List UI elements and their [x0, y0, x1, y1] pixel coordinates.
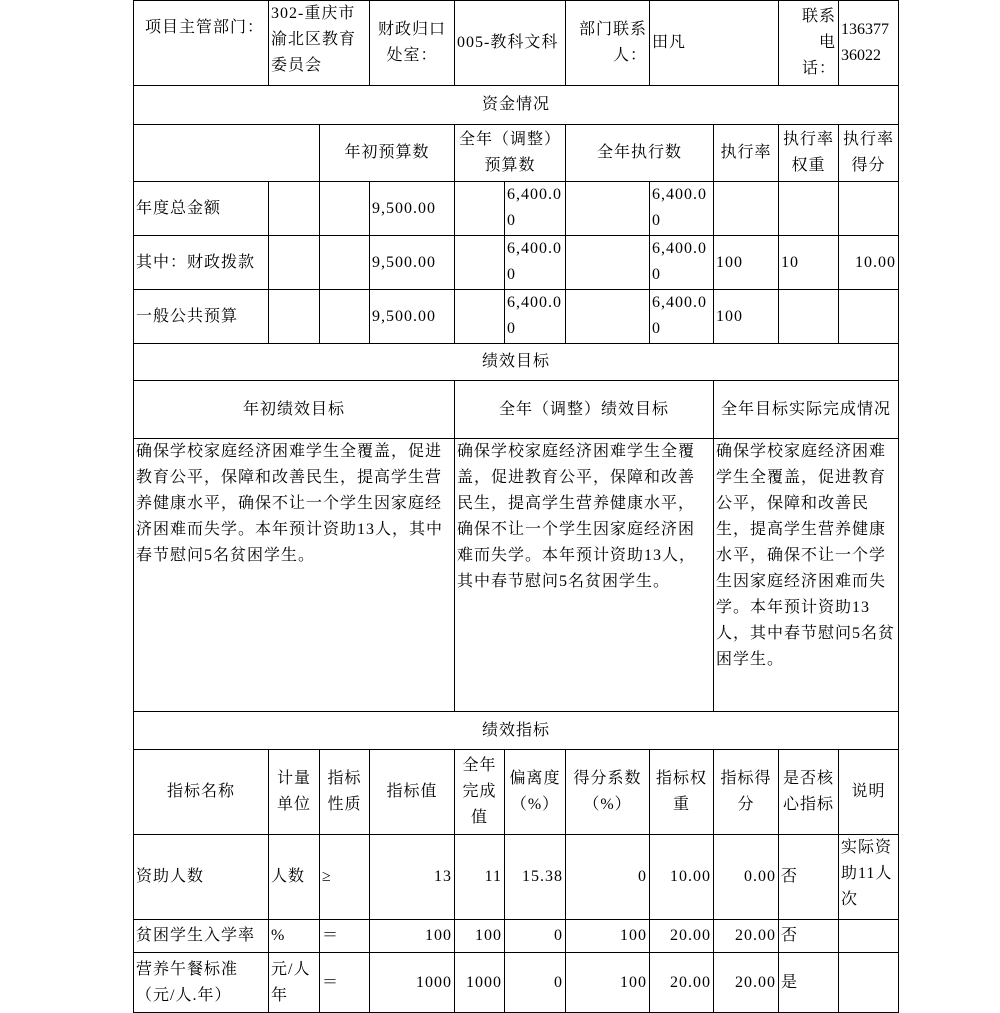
indicators-title: 绩效指标	[134, 712, 899, 750]
indicator-header: 指标值	[370, 750, 455, 835]
indicator-cell: 否	[779, 920, 839, 953]
indicator-cell: 否	[779, 835, 839, 920]
indicator-header: 计量单位	[269, 750, 320, 835]
funding-cell-blank	[566, 182, 650, 236]
indicator-cell: 贫困学生入学率	[134, 920, 269, 953]
indicator-cell: 15.38	[505, 835, 566, 920]
funding-adjusted: 6,400.00	[505, 182, 566, 236]
funding-score	[839, 290, 899, 344]
indicator-header: 指标得分	[714, 750, 779, 835]
funding-cell-blank	[566, 236, 650, 290]
indicator-cell: 资助人数	[134, 835, 269, 920]
indicator-cell: ＝	[320, 953, 370, 1013]
goal-actual: 确保学校家庭经济困难学生全覆盖，促进教育公平，保障和改善民生，提高学生营养健康水平，确保不让一个学生因家庭经济困难而失学。本年预计资助13人，其中春节慰问5名贫困学生。	[714, 439, 899, 712]
indicator-header: 是否核心指标	[779, 750, 839, 835]
indicator-header: 得分系数（%）	[566, 750, 650, 835]
funding-cell-blank	[455, 236, 505, 290]
funding-header: 年初预算数	[320, 125, 455, 182]
indicator-cell: 1000	[455, 953, 505, 1013]
indicator-cell: 实际资助11人次	[839, 835, 899, 920]
performance-table	[133, 0, 899, 1013]
indicator-cell: 20.00	[650, 953, 714, 1013]
phone-label: 联系电话：	[779, 1, 839, 86]
funding-executed: 6,400.00	[650, 290, 714, 344]
indicator-header: 说明	[839, 750, 899, 835]
funding-cell-blank	[269, 236, 320, 290]
funding-executed: 6,400.00	[650, 236, 714, 290]
funding-initial: 9,500.00	[370, 182, 455, 236]
funding-header: 全年（调整）预算数	[455, 125, 566, 182]
goals-header: 全年（调整）绩效目标	[455, 381, 714, 439]
indicator-cell: 营养午餐标准（元/人.年）	[134, 953, 269, 1013]
indicator-cell: 0	[566, 835, 650, 920]
funding-cell-blank	[320, 236, 370, 290]
funding-adjusted: 6,400.00	[505, 290, 566, 344]
funding-adjusted: 6,400.00	[505, 236, 566, 290]
indicator-cell: 20.00	[650, 920, 714, 953]
funding-cell-blank	[320, 290, 370, 344]
indicator-cell	[839, 920, 899, 953]
finance-value: 005-教科文科	[455, 1, 566, 86]
indicator-header: 指标性质	[320, 750, 370, 835]
phone-value: 13637736022	[839, 1, 899, 86]
indicator-cell: 人数	[269, 835, 320, 920]
funding-title: 资金情况	[134, 86, 899, 125]
goal-adjusted: 确保学校家庭经济困难学生全覆盖，促进教育公平，保障和改善民生，提高学生营养健康水平，确保不让一个学生因家庭经济困难而失学。本年预计资助13人，其中春节慰问5名贫困学生。	[455, 439, 714, 712]
funding-cell-blank	[320, 182, 370, 236]
funding-rate: 100	[714, 236, 779, 290]
funding-cell-blank	[566, 290, 650, 344]
funding-score	[839, 182, 899, 236]
indicator-header: 指标名称	[134, 750, 269, 835]
indicator-cell: 100	[370, 920, 455, 953]
funding-weight	[779, 290, 839, 344]
funding-score: 10.00	[839, 236, 899, 290]
funding-cell-blank	[455, 182, 505, 236]
indicator-cell: 100	[566, 920, 650, 953]
indicator-header: 指标权重	[650, 750, 714, 835]
indicator-cell: 1000	[370, 953, 455, 1013]
indicator-cell: ＝	[320, 920, 370, 953]
indicator-cell: 0	[505, 920, 566, 953]
funding-executed: 6,400.00	[650, 182, 714, 236]
goals-header: 年初绩效目标	[134, 381, 455, 439]
indicator-cell: 100	[455, 920, 505, 953]
indicator-cell	[839, 953, 899, 1013]
indicator-cell: 是	[779, 953, 839, 1013]
funding-header: 执行率得分	[839, 125, 899, 182]
funding-weight: 10	[779, 236, 839, 290]
indicator-cell: 0	[505, 953, 566, 1013]
funding-cell-blank	[455, 290, 505, 344]
funding-row-label: 其中：财政拨款	[134, 236, 269, 290]
indicator-cell: 20.00	[714, 953, 779, 1013]
indicator-cell: 11	[455, 835, 505, 920]
dept-value: 302-重庆市渝北区教育委员会	[269, 1, 370, 86]
finance-label: 财政归口处室：	[370, 1, 455, 86]
funding-rate	[714, 182, 779, 236]
funding-initial: 9,500.00	[370, 290, 455, 344]
contact-value: 田凡	[650, 1, 779, 86]
funding-header-blank	[134, 125, 320, 182]
indicator-header: 偏离度（%）	[505, 750, 566, 835]
indicator-header: 全年完成值	[455, 750, 505, 835]
goal-initial: 确保学校家庭经济困难学生全覆盖，促进教育公平，保障和改善民生，提高学生营养健康水平，确保不让一个学生因家庭经济困难而失学。本年预计资助13人，其中春节慰问5名贫困学生。	[134, 439, 455, 712]
funding-rate: 100	[714, 290, 779, 344]
goals-header: 全年目标实际完成情况	[714, 381, 899, 439]
indicator-cell: 100	[566, 953, 650, 1013]
funding-weight	[779, 182, 839, 236]
funding-cell-blank	[269, 182, 320, 236]
funding-header: 执行率权重	[779, 125, 839, 182]
funding-cell-blank	[269, 290, 320, 344]
goals-title: 绩效目标	[134, 344, 899, 381]
contact-label: 部门联系人：	[566, 1, 650, 86]
indicator-cell: %	[269, 920, 320, 953]
funding-row-label: 一般公共预算	[134, 290, 269, 344]
funding-initial: 9,500.00	[370, 236, 455, 290]
indicator-cell: 13	[370, 835, 455, 920]
funding-row-label: 年度总金额	[134, 182, 269, 236]
funding-header: 全年执行数	[566, 125, 714, 182]
indicator-cell: ≥	[320, 835, 370, 920]
indicator-cell: 10.00	[650, 835, 714, 920]
indicator-cell: 0.00	[714, 835, 779, 920]
funding-header: 执行率	[714, 125, 779, 182]
indicator-cell: 元/人年	[269, 953, 320, 1013]
dept-label: 项目主管部门：	[134, 1, 269, 86]
indicator-cell: 20.00	[714, 920, 779, 953]
